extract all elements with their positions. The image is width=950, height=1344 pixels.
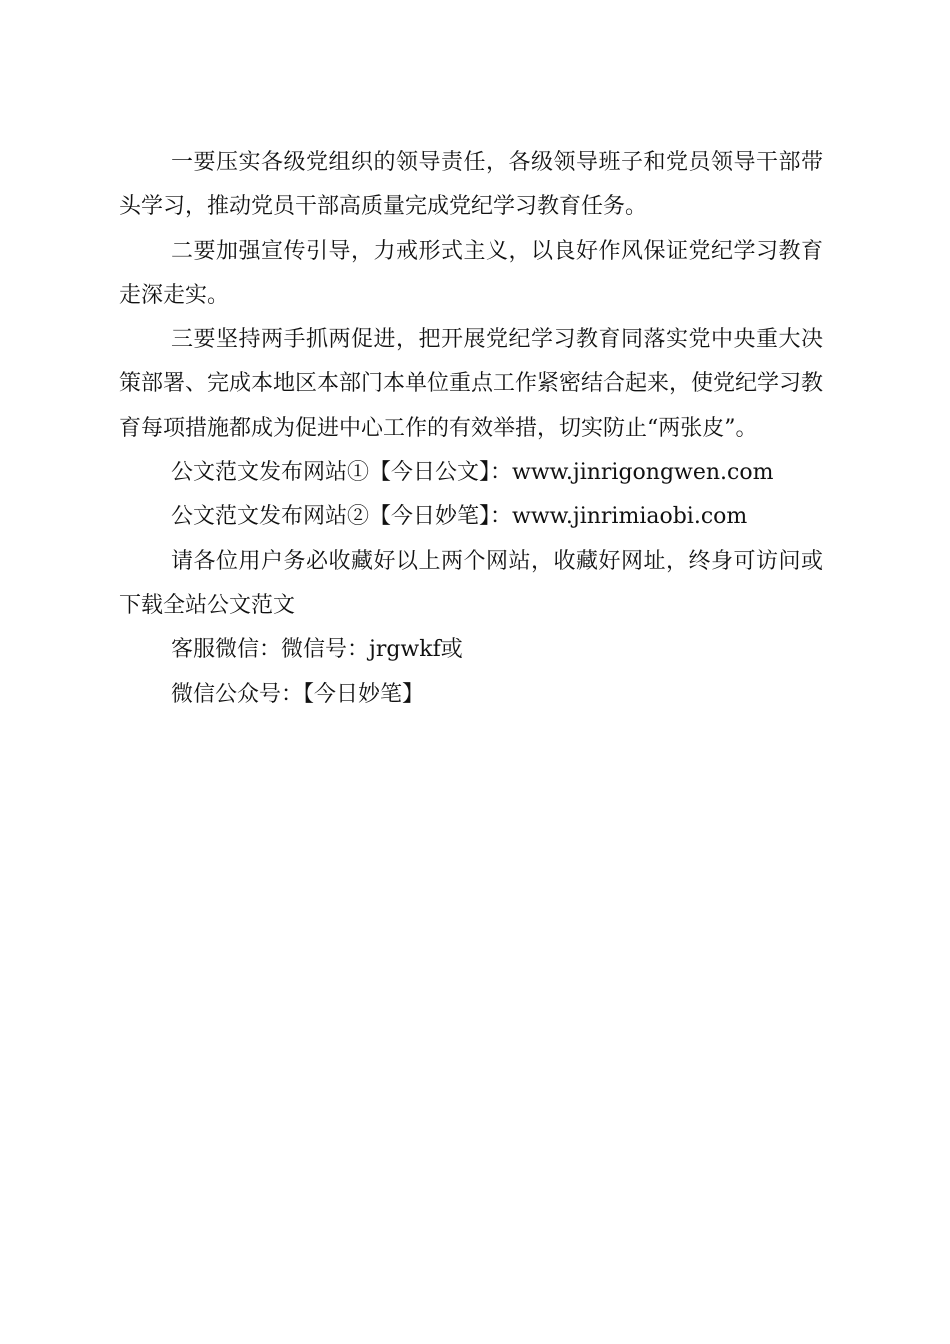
paragraph-wechat-account: 微信公众号：【今日妙笔】: [171, 681, 425, 707]
paragraph-publicity: 二要加强宣传引导，力戒形式主义，以良好作风保证党纪学习教育走深走实。: [119, 238, 823, 308]
document-page: [119, 141, 823, 717]
paragraph-website-two: 公文范文发布网站②【今日妙笔】：www.jinrimiaobi.com: [171, 504, 748, 530]
paragraph-customer-service: 客服微信：微信号：jrgwkf或: [171, 637, 463, 663]
paragraph-bookmark-notice: 请各位用户务必收藏好以上两个网站，收藏好网址，终身可访问或下载全站公文范文: [119, 548, 823, 618]
paragraph-website-one: 公文范文发布网站①【今日公文】：www.jinrigongwen.com: [171, 460, 774, 486]
paragraph-duty: 一要压实各级党组织的领导责任，各级领导班子和党员领导干部带头学习，推动党员干部高质量完成党纪学习教育任务。: [119, 150, 823, 220]
paragraph-two-hands: 三要坚持两手抓两促进，把开展党纪学习教育同落实党中央重大决策部署、完成本地区本部门本单位重点工作紧密结合起来，使党纪学习教育每项措施都成为促进中心工作的有效举措，切实防止“两张皮”。: [119, 327, 824, 441]
